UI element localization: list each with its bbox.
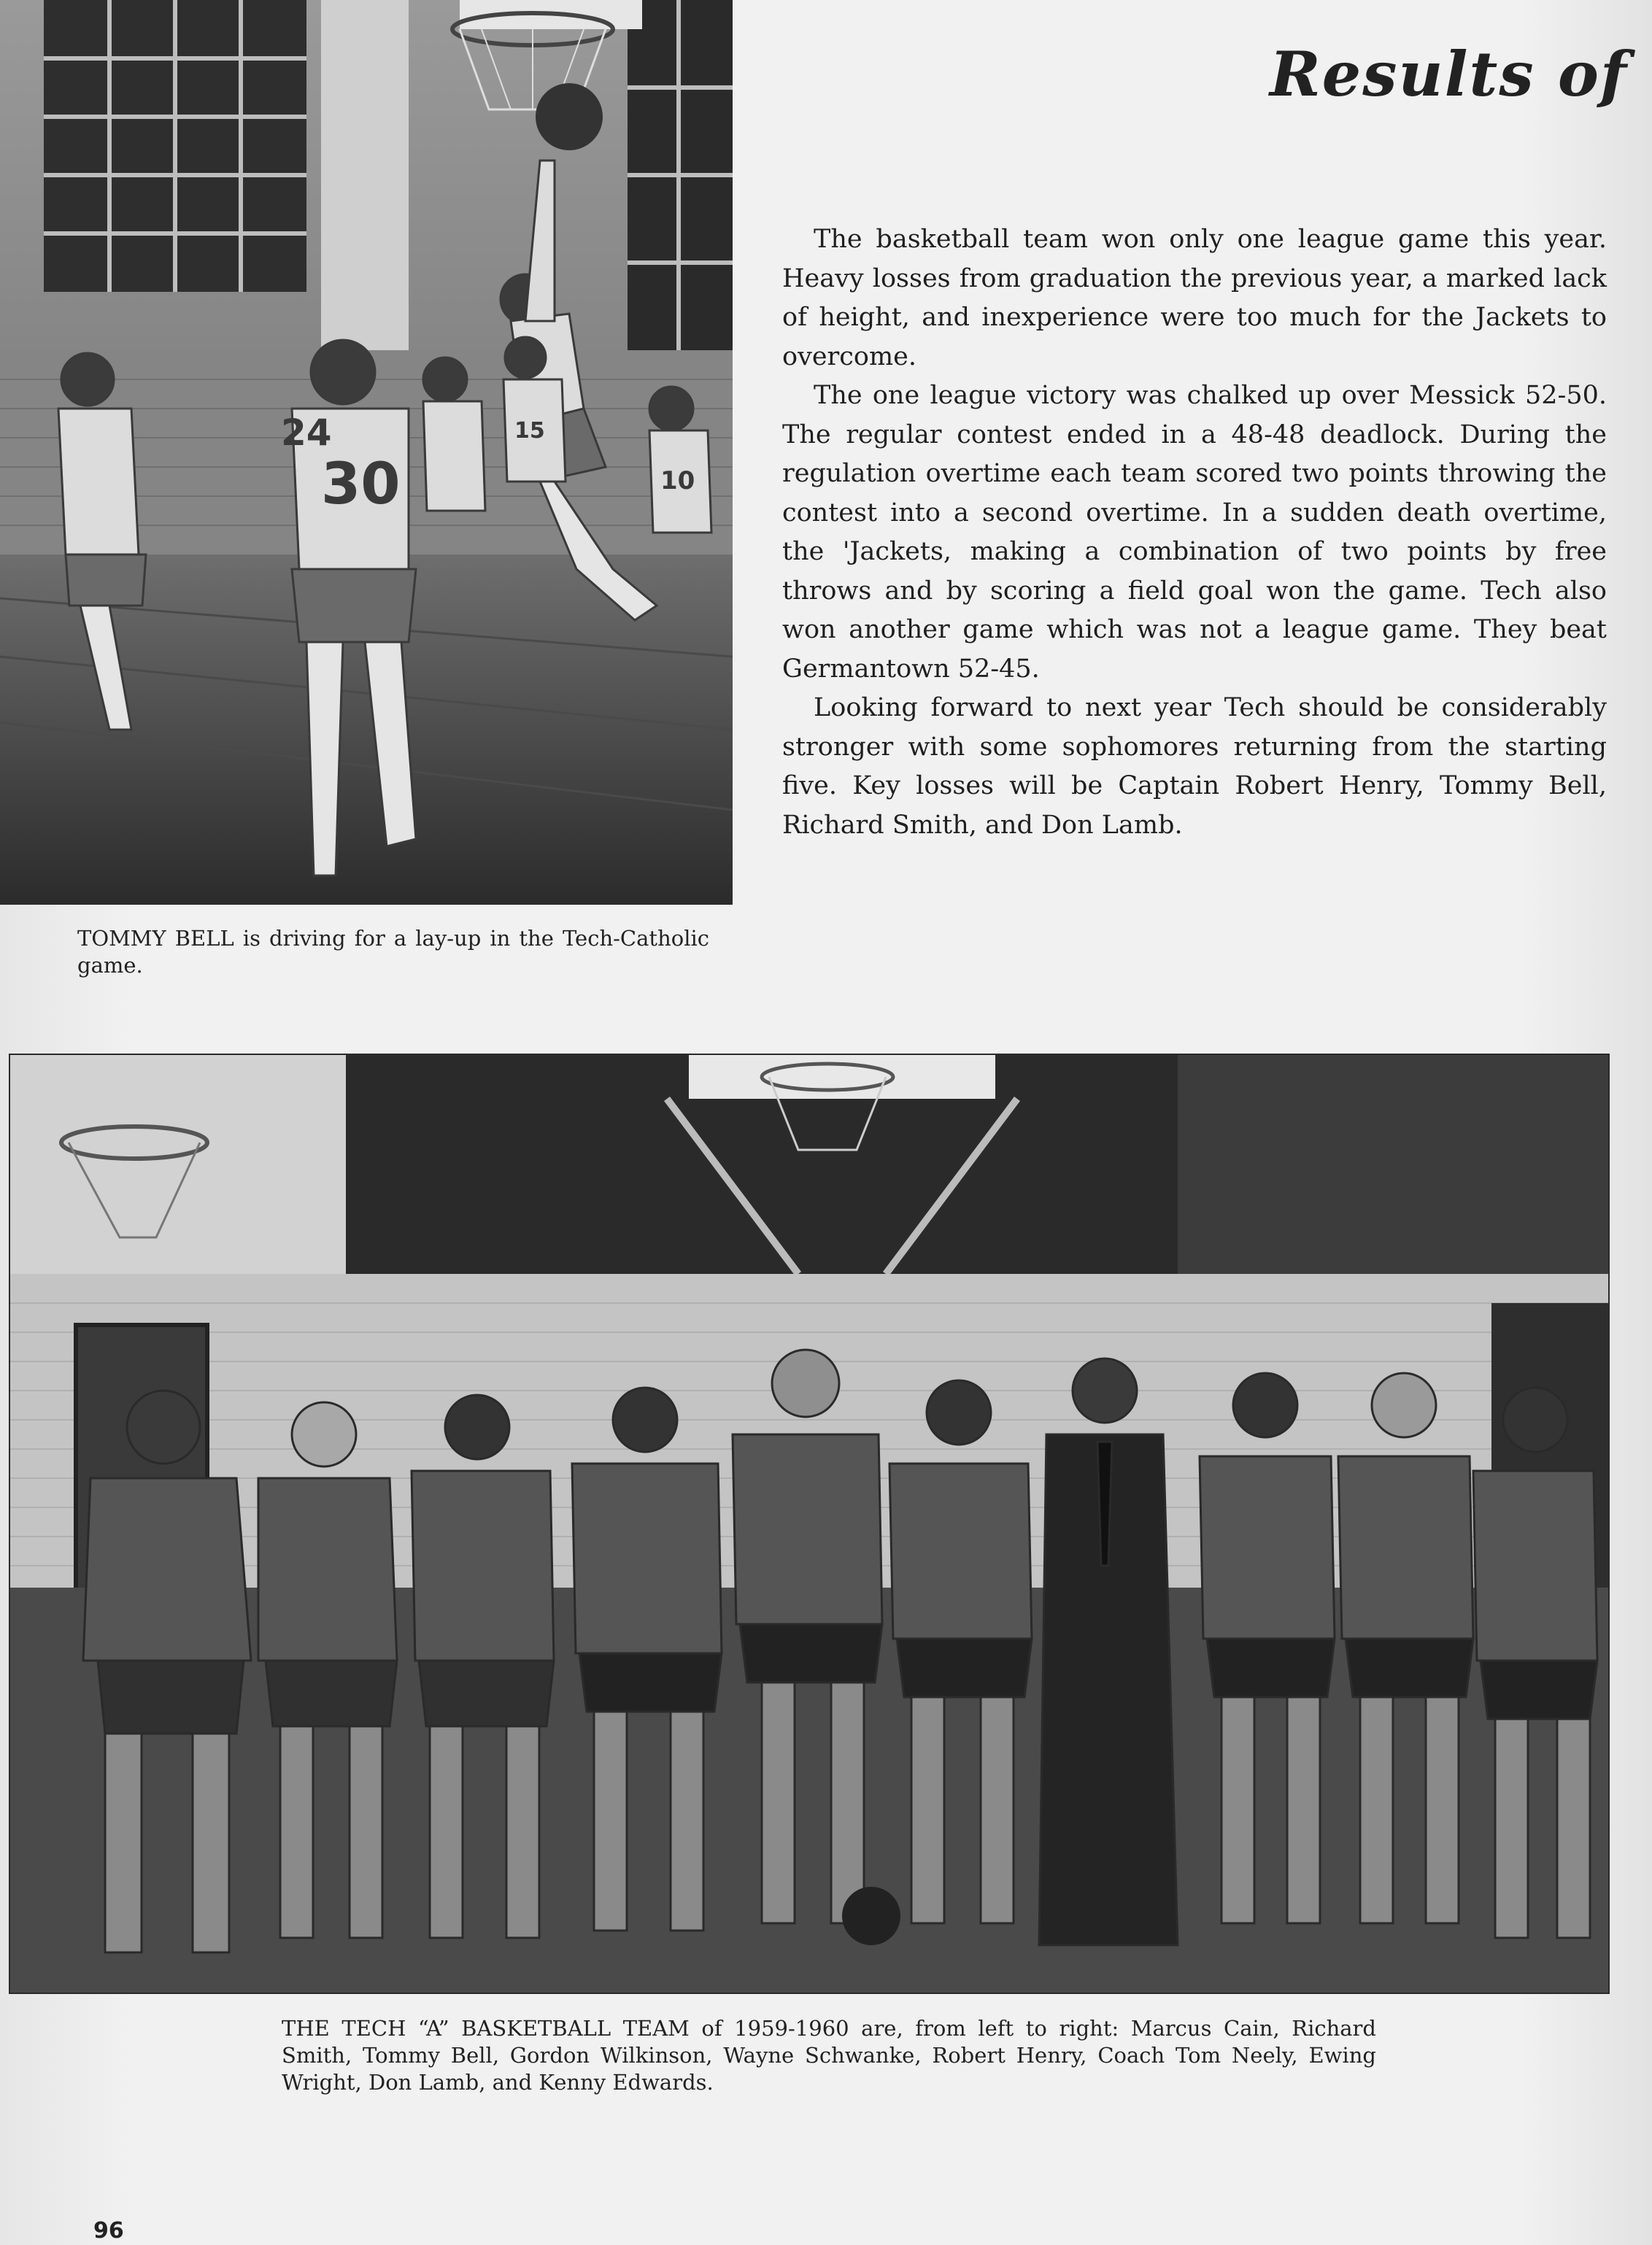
article-paragraph-3: Looking forward to next year Tech should be considerably stronger with some sophomores returning from the starting five. Key losses will be Captain Robert Henry, Tommy Bell, Richard Smith, and Don Lamb.	[782, 693, 1607, 840]
action-photo-caption: TOMMY BELL is driving for a lay-up in the Tech-Catholic game.	[77, 926, 709, 978]
team-photo-caption: THE TECH “A” BASKETBALL TEAM of 1959-1960 are, from left to right: Marcus Cain, Richard Smith, Tommy Bell, Gordon Wilkinson, Wayne Schwanke, Robert Henry, Coach Tom Neely, Ewing Wright, Don Lamb, and Kenny Edwards.	[282, 2016, 1376, 2095]
article-body	[782, 220, 1607, 845]
team-photo-art	[10, 1055, 1608, 1993]
article-paragraph-1: The basketball team won only one league game this year. Heavy losses from graduation the previous year, a marked lack of height, and inexperience were too much for the Jackets to overcome.	[782, 225, 1607, 371]
team-photo	[9, 1054, 1610, 1994]
action-photo-art	[0, 0, 733, 905]
page-heading	[1141, 38, 1652, 133]
jersey-number-30: 30	[321, 452, 401, 517]
jersey-number-10: 10	[660, 466, 695, 495]
article-paragraph-2: The one league victory was chalked up over Messick 52-50. The regular contest ended in a 48-48 deadlock. During the regulation overtime each team scored two points throwing the contest into a second overtime. In a sudden death overtime, the 'Jackets, making a combination of two points by free throws and by scoring a field goal won the game. Tech also won another game which was not a league game. They beat Germantown 52-45.	[782, 381, 1607, 684]
jersey-number-24: 24	[281, 411, 332, 454]
jersey-number-15: 15	[514, 418, 545, 444]
action-photo	[0, 0, 733, 905]
page-number: 96	[93, 2218, 124, 2244]
page-heading-text: Results of	[1270, 38, 1629, 110]
